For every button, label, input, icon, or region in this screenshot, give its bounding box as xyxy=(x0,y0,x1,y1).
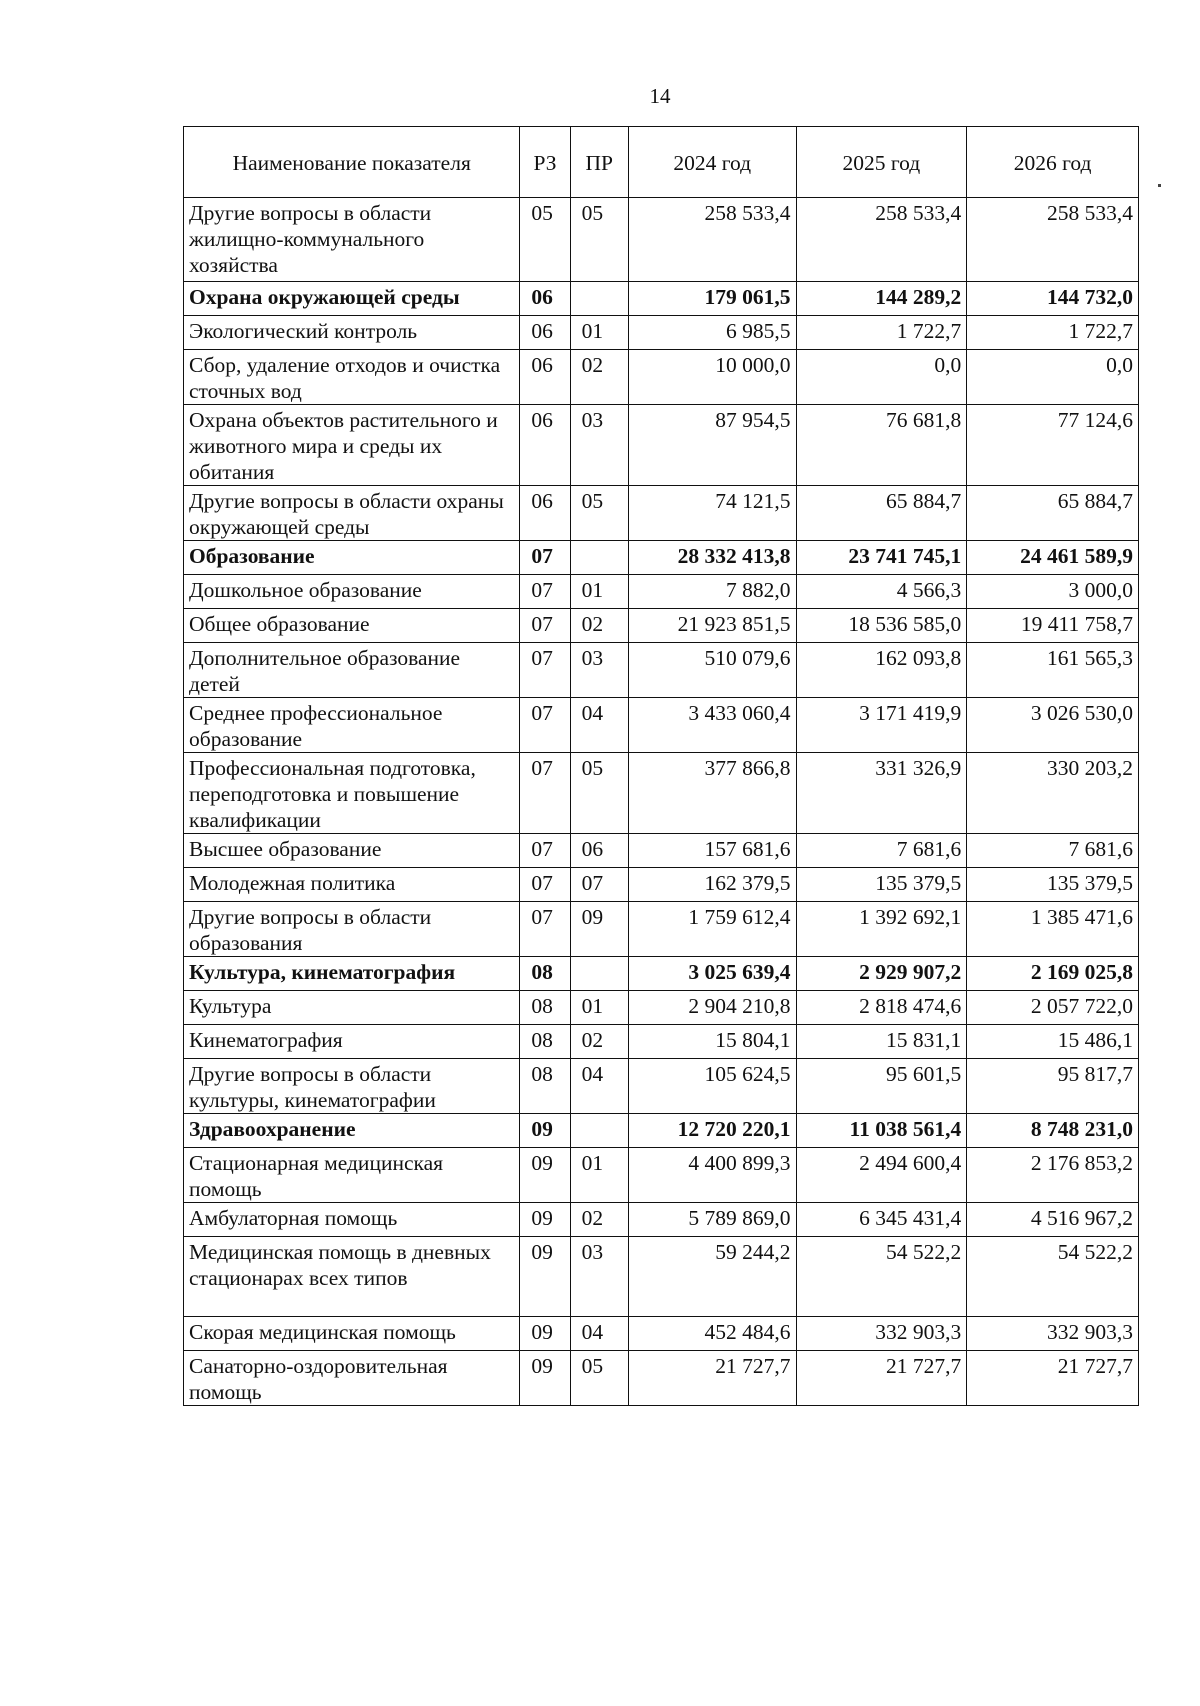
table-row xyxy=(184,1237,1139,1317)
table-row xyxy=(184,643,1139,698)
cell-2025: 95 601,5 xyxy=(796,1059,967,1114)
cell-2026: 1 722,7 xyxy=(967,316,1139,350)
cell-2026: 77 124,6 xyxy=(967,405,1139,486)
cell-2026: 95 817,7 xyxy=(967,1059,1139,1114)
cell-2025: 331 326,9 xyxy=(796,753,967,834)
cell-2025: 332 903,3 xyxy=(796,1317,967,1351)
cell-pr: 04 xyxy=(570,698,628,753)
cell-2025: 2 494 600,4 xyxy=(796,1148,967,1203)
cell-name: Медицинская помощь в дневных стационарах всех типов xyxy=(184,1237,520,1317)
table-row xyxy=(184,698,1139,753)
cell-2024: 3 433 060,4 xyxy=(628,698,796,753)
cell-2026: 144 732,0 xyxy=(967,282,1139,316)
header-2024: 2024 год xyxy=(628,127,796,198)
cell-2024: 15 804,1 xyxy=(628,1025,796,1059)
cell-name: Другие вопросы в области культуры, кинематографии xyxy=(184,1059,520,1114)
cell-name: Среднее профессиональное образование xyxy=(184,698,520,753)
cell-2024: 1 759 612,4 xyxy=(628,902,796,957)
cell-pr: 02 xyxy=(570,1203,628,1237)
cell-2026: 0,0 xyxy=(967,350,1139,405)
cell-2026: 332 903,3 xyxy=(967,1317,1139,1351)
cell-rz: 07 xyxy=(520,868,570,902)
cell-name: Другие вопросы в области жилищно-коммунального хозяйства xyxy=(184,198,520,282)
cell-pr: 01 xyxy=(570,316,628,350)
cell-2024: 21 923 851,5 xyxy=(628,609,796,643)
header-pr: ПР xyxy=(570,127,628,198)
cell-rz: 07 xyxy=(520,609,570,643)
cell-pr: 02 xyxy=(570,1025,628,1059)
cell-pr: 02 xyxy=(570,609,628,643)
scan-mark xyxy=(1158,184,1161,187)
cell-pr: 04 xyxy=(570,1059,628,1114)
cell-2025: 21 727,7 xyxy=(796,1351,967,1406)
cell-2026: 2 169 025,8 xyxy=(967,957,1139,991)
cell-rz: 07 xyxy=(520,541,570,575)
cell-rz: 06 xyxy=(520,282,570,316)
cell-pr: 03 xyxy=(570,643,628,698)
cell-rz: 06 xyxy=(520,486,570,541)
cell-pr xyxy=(570,1114,628,1148)
cell-rz: 09 xyxy=(520,1317,570,1351)
cell-2026: 2 176 853,2 xyxy=(967,1148,1139,1203)
table-row xyxy=(184,350,1139,405)
cell-rz: 07 xyxy=(520,698,570,753)
cell-2026: 15 486,1 xyxy=(967,1025,1139,1059)
cell-2026: 19 411 758,7 xyxy=(967,609,1139,643)
table-header-row xyxy=(184,127,1139,198)
table-row xyxy=(184,902,1139,957)
table-row xyxy=(184,575,1139,609)
cell-rz: 06 xyxy=(520,316,570,350)
cell-pr: 09 xyxy=(570,902,628,957)
cell-2024: 10 000,0 xyxy=(628,350,796,405)
cell-rz: 06 xyxy=(520,405,570,486)
page-number: 14 xyxy=(649,84,671,108)
cell-2026: 2 057 722,0 xyxy=(967,991,1139,1025)
cell-rz: 07 xyxy=(520,575,570,609)
table-row xyxy=(184,1148,1139,1203)
cell-rz: 07 xyxy=(520,643,570,698)
cell-pr: 07 xyxy=(570,868,628,902)
cell-2025: 1 722,7 xyxy=(796,316,967,350)
cell-2024: 28 332 413,8 xyxy=(628,541,796,575)
table-row xyxy=(184,834,1139,868)
cell-name: Культура, кинематография xyxy=(184,957,520,991)
cell-pr: 05 xyxy=(570,198,628,282)
cell-2024: 2 904 210,8 xyxy=(628,991,796,1025)
cell-2026: 330 203,2 xyxy=(967,753,1139,834)
cell-name: Культура xyxy=(184,991,520,1025)
table-row xyxy=(184,991,1139,1025)
cell-name: Амбулаторная помощь xyxy=(184,1203,520,1237)
cell-name: Молодежная политика xyxy=(184,868,520,902)
cell-rz: 09 xyxy=(520,1148,570,1203)
cell-2025: 1 392 692,1 xyxy=(796,902,967,957)
cell-2024: 87 954,5 xyxy=(628,405,796,486)
cell-2024: 5 789 869,0 xyxy=(628,1203,796,1237)
cell-name: Общее образование xyxy=(184,609,520,643)
cell-pr: 06 xyxy=(570,834,628,868)
cell-2024: 3 025 639,4 xyxy=(628,957,796,991)
cell-2024: 105 624,5 xyxy=(628,1059,796,1114)
cell-pr: 01 xyxy=(570,991,628,1025)
cell-name: Образование xyxy=(184,541,520,575)
section-row xyxy=(184,957,1139,991)
table-row xyxy=(184,753,1139,834)
cell-2026: 1 385 471,6 xyxy=(967,902,1139,957)
cell-2025: 23 741 745,1 xyxy=(796,541,967,575)
cell-rz: 07 xyxy=(520,753,570,834)
cell-2025: 3 171 419,9 xyxy=(796,698,967,753)
table-row xyxy=(184,1203,1139,1237)
cell-name: Охрана объектов растительного и животного мира и среды их обитания xyxy=(184,405,520,486)
section-row xyxy=(184,282,1139,316)
cell-2026: 21 727,7 xyxy=(967,1351,1139,1406)
cell-name: Сбор, удаление отходов и очистка сточных вод xyxy=(184,350,520,405)
cell-rz: 08 xyxy=(520,1025,570,1059)
cell-rz: 07 xyxy=(520,834,570,868)
cell-2025: 0,0 xyxy=(796,350,967,405)
table-row xyxy=(184,316,1139,350)
cell-2026: 54 522,2 xyxy=(967,1237,1139,1317)
cell-name: Экологический контроль xyxy=(184,316,520,350)
table-row xyxy=(184,868,1139,902)
cell-rz: 05 xyxy=(520,198,570,282)
cell-2025: 2 929 907,2 xyxy=(796,957,967,991)
cell-pr xyxy=(570,541,628,575)
cell-2025: 135 379,5 xyxy=(796,868,967,902)
cell-pr: 04 xyxy=(570,1317,628,1351)
cell-2024: 179 061,5 xyxy=(628,282,796,316)
section-row xyxy=(184,541,1139,575)
cell-2024: 4 400 899,3 xyxy=(628,1148,796,1203)
cell-pr: 05 xyxy=(570,753,628,834)
cell-2026: 161 565,3 xyxy=(967,643,1139,698)
cell-2024: 162 379,5 xyxy=(628,868,796,902)
cell-2025: 11 038 561,4 xyxy=(796,1114,967,1148)
cell-name: Другие вопросы в области образования xyxy=(184,902,520,957)
table-row xyxy=(184,1351,1139,1406)
cell-2024: 510 079,6 xyxy=(628,643,796,698)
cell-2024: 21 727,7 xyxy=(628,1351,796,1406)
table-row xyxy=(184,1059,1139,1114)
cell-2024: 258 533,4 xyxy=(628,198,796,282)
cell-name: Санаторно-оздоровительная помощь xyxy=(184,1351,520,1406)
cell-2026: 3 000,0 xyxy=(967,575,1139,609)
cell-pr: 03 xyxy=(570,405,628,486)
cell-2026: 3 026 530,0 xyxy=(967,698,1139,753)
cell-2026: 4 516 967,2 xyxy=(967,1203,1139,1237)
cell-2025: 162 093,8 xyxy=(796,643,967,698)
table-row xyxy=(184,198,1139,282)
cell-name: Высшее образование xyxy=(184,834,520,868)
cell-2025: 18 536 585,0 xyxy=(796,609,967,643)
cell-rz: 08 xyxy=(520,991,570,1025)
cell-name: Кинематография xyxy=(184,1025,520,1059)
cell-rz: 08 xyxy=(520,1059,570,1114)
cell-2025: 54 522,2 xyxy=(796,1237,967,1317)
budget-table xyxy=(183,126,1139,1406)
cell-pr: 01 xyxy=(570,575,628,609)
cell-pr: 01 xyxy=(570,1148,628,1203)
cell-rz: 09 xyxy=(520,1203,570,1237)
cell-pr: 05 xyxy=(570,1351,628,1406)
cell-pr: 03 xyxy=(570,1237,628,1317)
cell-pr xyxy=(570,957,628,991)
cell-pr: 02 xyxy=(570,350,628,405)
cell-2025: 76 681,8 xyxy=(796,405,967,486)
cell-2025: 15 831,1 xyxy=(796,1025,967,1059)
cell-rz: 09 xyxy=(520,1114,570,1148)
cell-name: Здравоохранение xyxy=(184,1114,520,1148)
cell-2025: 65 884,7 xyxy=(796,486,967,541)
cell-2025: 144 289,2 xyxy=(796,282,967,316)
section-row xyxy=(184,1114,1139,1148)
table-row xyxy=(184,609,1139,643)
header-2025: 2025 год xyxy=(796,127,967,198)
cell-2024: 7 882,0 xyxy=(628,575,796,609)
cell-2024: 452 484,6 xyxy=(628,1317,796,1351)
cell-rz: 09 xyxy=(520,1237,570,1317)
cell-2024: 157 681,6 xyxy=(628,834,796,868)
table-row xyxy=(184,1317,1139,1351)
cell-2026: 7 681,6 xyxy=(967,834,1139,868)
table-row xyxy=(184,405,1139,486)
cell-name: Дополнительное образование детей xyxy=(184,643,520,698)
header-2026: 2026 год xyxy=(967,127,1139,198)
cell-name: Охрана окружающей среды xyxy=(184,282,520,316)
cell-2024: 59 244,2 xyxy=(628,1237,796,1317)
table-body xyxy=(184,198,1139,1406)
cell-2024: 6 985,5 xyxy=(628,316,796,350)
cell-name: Стационарная медицинская помощь xyxy=(184,1148,520,1203)
header-name: Наименование показателя xyxy=(184,127,520,198)
cell-pr xyxy=(570,282,628,316)
cell-2025: 7 681,6 xyxy=(796,834,967,868)
cell-2026: 24 461 589,9 xyxy=(967,541,1139,575)
cell-2026: 135 379,5 xyxy=(967,868,1139,902)
table-row xyxy=(184,486,1139,541)
header-rz: РЗ xyxy=(520,127,570,198)
cell-2026: 65 884,7 xyxy=(967,486,1139,541)
cell-name: Другие вопросы в области охраны окружающей среды xyxy=(184,486,520,541)
cell-rz: 06 xyxy=(520,350,570,405)
cell-2024: 377 866,8 xyxy=(628,753,796,834)
cell-rz: 09 xyxy=(520,1351,570,1406)
cell-name: Скорая медицинская помощь xyxy=(184,1317,520,1351)
cell-2026: 258 533,4 xyxy=(967,198,1139,282)
cell-name: Профессиональная подготовка, переподготовка и повышение квалификации xyxy=(184,753,520,834)
cell-rz: 08 xyxy=(520,957,570,991)
cell-rz: 07 xyxy=(520,902,570,957)
cell-2025: 4 566,3 xyxy=(796,575,967,609)
cell-pr: 05 xyxy=(570,486,628,541)
cell-2026: 8 748 231,0 xyxy=(967,1114,1139,1148)
cell-name: Дошкольное образование xyxy=(184,575,520,609)
table-row xyxy=(184,1025,1139,1059)
cell-2025: 258 533,4 xyxy=(796,198,967,282)
cell-2024: 74 121,5 xyxy=(628,486,796,541)
cell-2025: 2 818 474,6 xyxy=(796,991,967,1025)
cell-2024: 12 720 220,1 xyxy=(628,1114,796,1148)
cell-2025: 6 345 431,4 xyxy=(796,1203,967,1237)
